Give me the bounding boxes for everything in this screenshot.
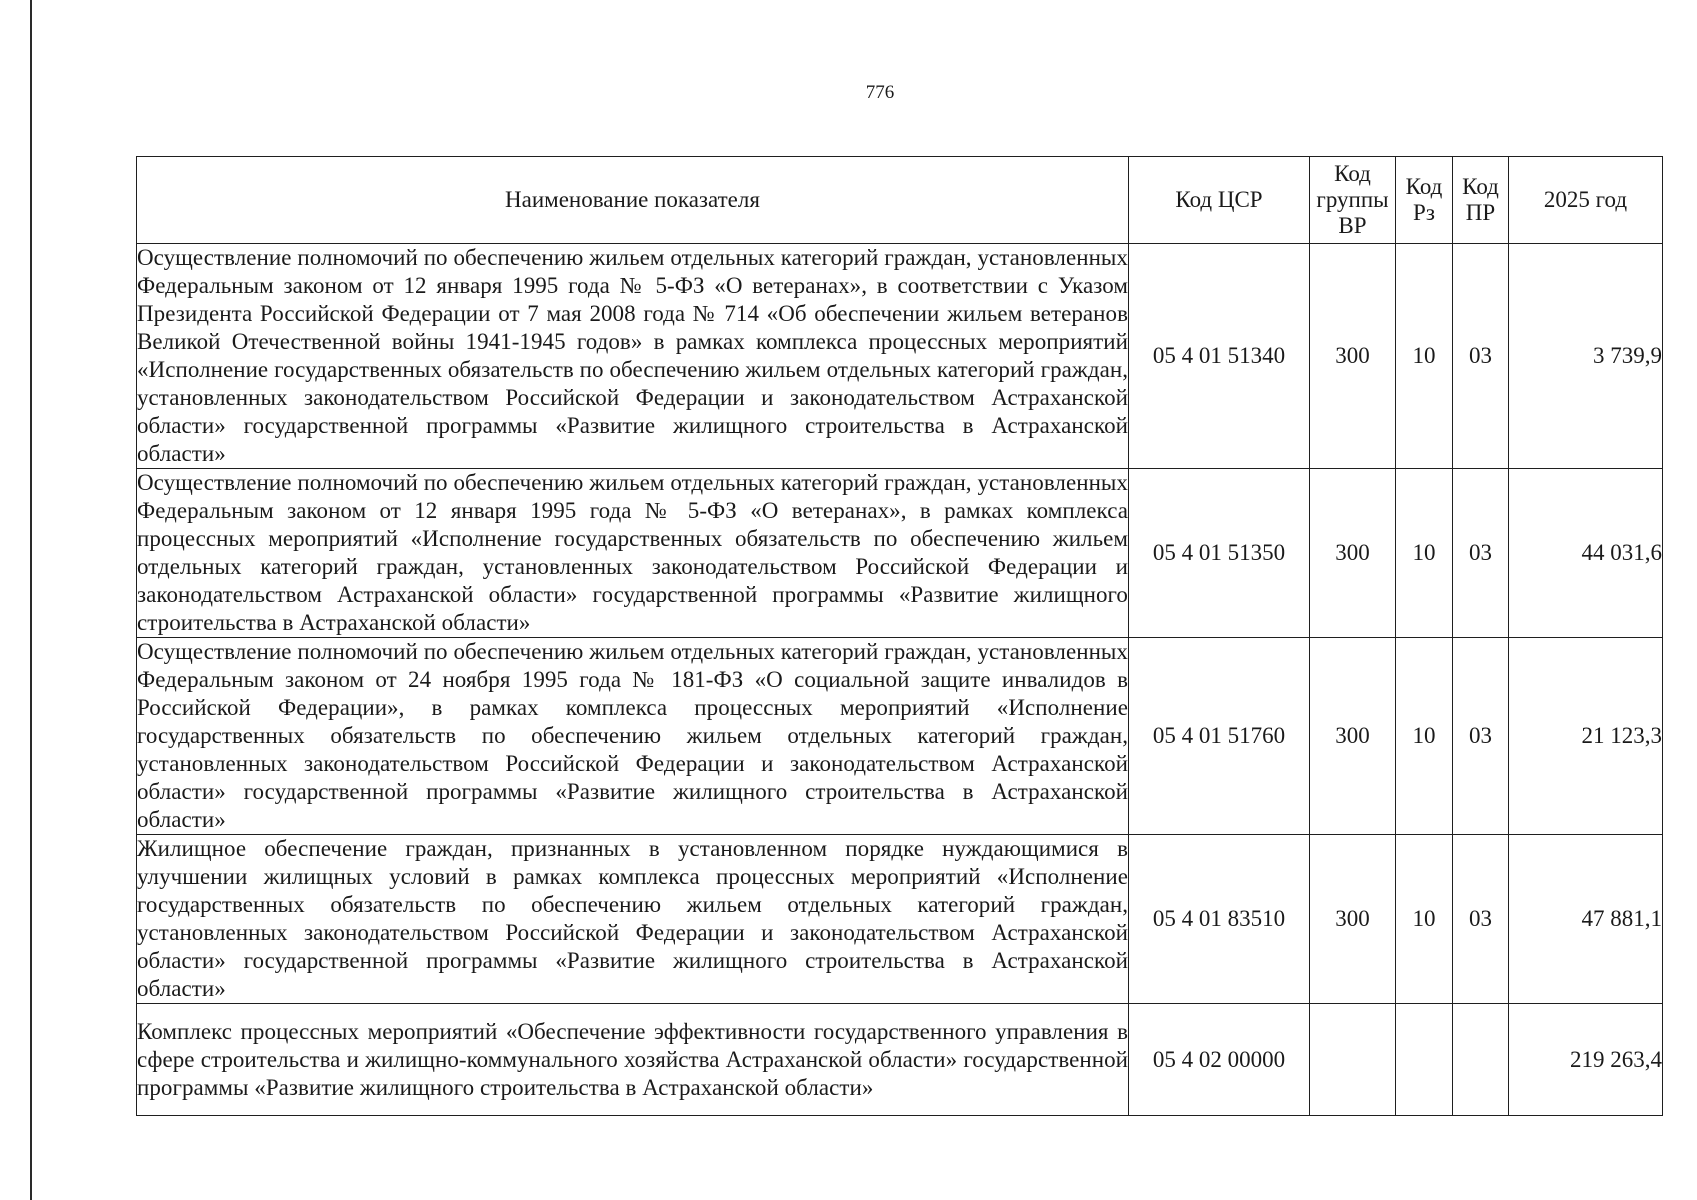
row-name: Осуществление полномочий по обеспечению жильем отдельных категорий граждан, установленных Федеральным законом от 12 января 1995 года № 5-ФЗ «О ветеранах», в соответствии с Указом Президента Российской Федерации от 7 мая 2008 года № 714 «Об обеспечении жильем ветеранов Великой Отечественной войны 1941-1945 годов» в рамках комплекса процессных мероприятий «Исполнение государственных обязательств по обеспечению жильем отдельных категорий граждан, установленных законодательством Российской Федерации и законодательством Астраханской области» государственной программы «Развитие жилищного строительства в Астраханской области» (137, 244, 1129, 469)
header-rz: Код Рз (1396, 157, 1453, 244)
row-rz: 10 (1396, 638, 1453, 835)
row-amount: 219 263,4 (1509, 1004, 1663, 1116)
row-vr: 300 (1310, 244, 1396, 469)
row-vr: 300 (1310, 469, 1396, 638)
row-pr: 03 (1453, 638, 1509, 835)
header-vr: Код группы ВР (1310, 157, 1396, 244)
row-rz: 10 (1396, 469, 1453, 638)
header-name: Наименование показателя (137, 157, 1129, 244)
row-pr (1453, 1004, 1509, 1116)
row-amount: 44 031,6 (1509, 469, 1663, 638)
row-pr: 03 (1453, 244, 1509, 469)
budget-table (136, 156, 1663, 1116)
row-amount: 47 881,1 (1509, 835, 1663, 1004)
table-row (137, 469, 1663, 638)
row-vr: 300 (1310, 638, 1396, 835)
table-header (137, 157, 1663, 244)
row-csr: 05 4 01 51340 (1129, 244, 1310, 469)
row-rz: 10 (1396, 835, 1453, 1004)
row-name: Комплекс процессных мероприятий «Обеспечение эффективности государственного управления в сфере строительства и жилищно-коммунального хозяйства Астраханской области» государственной программы «Развитие жилищного строительства в Астраханской области» (137, 1004, 1129, 1116)
header-csr: Код ЦСР (1129, 157, 1310, 244)
header-pr: Код ПР (1453, 157, 1509, 244)
row-amount: 21 123,3 (1509, 638, 1663, 835)
row-rz (1396, 1004, 1453, 1116)
header-row (137, 157, 1663, 244)
binding-line (30, 0, 32, 1200)
row-csr: 05 4 01 51350 (1129, 469, 1310, 638)
row-vr: 300 (1310, 835, 1396, 1004)
row-pr: 03 (1453, 469, 1509, 638)
table-row (137, 1004, 1663, 1116)
row-name: Осуществление полномочий по обеспечению жильем отдельных категорий граждан, установленных Федеральным законом от 12 января 1995 года № 5-ФЗ «О ветеранах», в рамках комплекса процессных мероприятий «Исполнение государственных обязательств по обеспечению жильем отдельных категорий граждан, установленных законодательством Российской Федерации и законодательством Астраханской области» государственной программы «Развитие жилищного строительства в Астраханской области» (137, 469, 1129, 638)
row-pr: 03 (1453, 835, 1509, 1004)
row-amount: 3 739,9 (1509, 244, 1663, 469)
table-row (137, 835, 1663, 1004)
page-number: 776 (865, 82, 895, 103)
table-body (137, 244, 1663, 1116)
header-year: 2025 год (1509, 157, 1663, 244)
row-name: Осуществление полномочий по обеспечению жильем отдельных категорий граждан, установленных Федеральным законом от 24 ноября 1995 года № 181-ФЗ «О социальной защите инвалидов в Российской Федерации», в рамках комплекса процессных мероприятий «Исполнение государственных обязательств по обеспечению жильем отдельных категорий граждан, установленных законодательством Российской Федерации и законодательством Астраханской области» государственной программы «Развитие жилищного строительства в Астраханской области» (137, 638, 1129, 835)
row-rz: 10 (1396, 244, 1453, 469)
row-csr: 05 4 02 00000 (1129, 1004, 1310, 1116)
row-name: Жилищное обеспечение граждан, признанных в установленном порядке нуждающимися в улучшении жилищных условий в рамках комплекса процессных мероприятий «Исполнение государственных обязательств по обеспечению жильем отдельных категорий граждан, установленных законодательством Российской Федерации и законодательством Астраханской области» государственной программы «Развитие жилищного строительства в Астраханской области» (137, 835, 1129, 1004)
row-csr: 05 4 01 51760 (1129, 638, 1310, 835)
table-row (137, 638, 1663, 835)
table-row (137, 244, 1663, 469)
row-csr: 05 4 01 83510 (1129, 835, 1310, 1004)
row-vr (1310, 1004, 1396, 1116)
